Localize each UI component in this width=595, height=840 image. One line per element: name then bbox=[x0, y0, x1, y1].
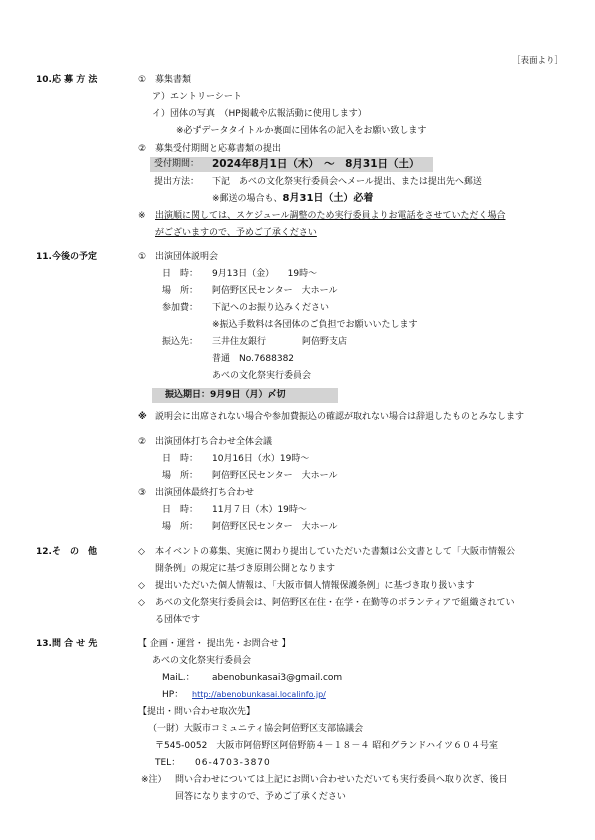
s11-item2-date-label: 日 時： bbox=[162, 454, 199, 464]
s13-note-line2: 回答になりますので、予めご了承ください bbox=[175, 792, 346, 802]
s10-item2-num: ② bbox=[138, 144, 147, 154]
s13-box2-title: 【提出・問い合わせ取次先】 bbox=[138, 707, 256, 717]
s13-tel-value: 06-4703-3870 bbox=[195, 758, 271, 768]
s10-item1-num: ① bbox=[138, 75, 147, 85]
s11-fee-label: 参加費： bbox=[162, 303, 199, 313]
s11-deadline: 振込期日：9月9日（月）〆切 bbox=[165, 390, 286, 400]
s13-hp-label: HP： bbox=[162, 690, 184, 700]
s11-bank-label: 振込先： bbox=[162, 337, 199, 347]
method-value: 下記 あべの文化祭実行委員会へメール提出、または提出先へ郵送 bbox=[212, 177, 482, 187]
s10-warn-line1: 出演順に関しては、スケジュール調整のため実行委員よりお電話をさせていただく場合 bbox=[155, 211, 506, 221]
s12-mark-2: ◇ bbox=[138, 581, 145, 591]
mail-note-text: ※郵送の場合も、 bbox=[212, 194, 283, 204]
s13-hp-link[interactable]: http://abenobunkasai.localinfo.jp/ bbox=[192, 690, 326, 699]
s10-warn-line2: がございますので、予めご了承ください bbox=[155, 228, 317, 238]
s12-p1-line2: 開条例」の規定に基づき原則公開となります bbox=[155, 564, 336, 574]
s12-p1-line1: 本イベントの募集、実施に関わり提出していただいた書類は公文書として「大阪市情報公 bbox=[155, 547, 516, 557]
s11-item3-title: 出演団体最終打ち合わせ bbox=[155, 488, 255, 498]
s11-item2-date: 10月16日（水）19時～ bbox=[212, 454, 310, 464]
method-label: 提出方法： bbox=[154, 177, 200, 187]
s11-item2-place: 阿倍野区民センター 大ホール bbox=[212, 471, 338, 481]
mail-note-deadline: 8月31日（土）必着 bbox=[282, 193, 374, 204]
s11-item3-place-label: 場 所： bbox=[162, 522, 199, 532]
s10-item1-title: 募集書類 bbox=[155, 75, 192, 85]
s11-bank-branch: 阿倍野支店 bbox=[302, 337, 348, 347]
s10-item1-note: ※必ずデータタイトルか裏面に団体名の記入をお願い致します bbox=[176, 126, 427, 136]
s13-address: 〒545-0052 大阪市阿倍野区阿倍野筋４－１８－４ 昭和グランドハイツ６０４号室 bbox=[155, 741, 499, 751]
s13-note-line1: 問い合わせについては上記にお問い合わせいただいても実行委員へ取り次ぎ、後日 bbox=[175, 775, 508, 785]
s13-org2: （一財）大阪市コミュニティ協会阿倍野区支部協議会 bbox=[148, 724, 364, 734]
s10-item1-a: ア）エントリーシート bbox=[152, 92, 242, 102]
period-value: 2024年8月1日（木） ～ 8月31日（土） bbox=[212, 158, 420, 170]
s11-item3-num: ③ bbox=[138, 488, 147, 498]
s11-item2-title: 出演団体打ち合わせ全体会議 bbox=[155, 437, 273, 447]
s11-item2-num: ② bbox=[138, 437, 147, 447]
s10-warn-mark: ※ bbox=[138, 211, 146, 221]
mail-note bbox=[212, 193, 373, 205]
s12-p3-line1: あべの文化祭実行委員会は、阿倍野区在住・在学・在勤等のボランティアで組織されてい bbox=[155, 598, 515, 608]
s11-warn-mark: ※ bbox=[138, 412, 147, 422]
s11-account-holder: あべの文化祭実行委員会 bbox=[212, 371, 312, 381]
s11-account: 普通 No.7688382 bbox=[212, 354, 295, 364]
s11-item1-num: ① bbox=[138, 252, 147, 262]
section-11-heading: 11.今後の予定 bbox=[36, 252, 97, 262]
s10-item1-b: イ）団体の写真 （HP掲載や広報活動に使用します） bbox=[152, 109, 367, 119]
s12-p2: 提出いただいた個人情報は、「大阪市個人情報保護条例」に基づき取り扱います bbox=[155, 581, 475, 591]
s11-date-value: 9月13日（金） 19時～ bbox=[212, 269, 318, 279]
s10-item2-title: 募集受付期間と応募書類の提出 bbox=[155, 144, 282, 154]
section-13-heading: 13.問 合 せ 先 bbox=[36, 639, 98, 649]
s11-fee-value: 下記へのお振り込みください bbox=[212, 303, 330, 313]
s12-p3-line2: る団体です bbox=[155, 615, 201, 625]
s11-bank-name: 三井住友銀行 bbox=[212, 337, 267, 347]
s13-mail-label: MaiL.： bbox=[162, 673, 195, 683]
s11-item1-title: 出演団体説明会 bbox=[155, 252, 219, 262]
section-10-heading: 10.応 募 方 法 bbox=[36, 75, 98, 85]
s12-mark-1: ◇ bbox=[138, 547, 145, 557]
s11-item2-place-label: 場 所： bbox=[162, 471, 199, 481]
s13-mail-value: abenobunkasai3@gmail.com bbox=[212, 673, 343, 683]
s13-note-mark: ※注） bbox=[141, 775, 167, 785]
s11-fee-note: ※振込手数料は各団体のご負担でお願いいたします bbox=[212, 320, 418, 330]
s11-place-value: 阿倍野区民センター 大ホール bbox=[212, 286, 338, 296]
s11-item3-date-label: 日 時： bbox=[162, 505, 199, 515]
s11-item3-date: 11月７日（木）19時～ bbox=[212, 505, 307, 515]
s13-org: あべの文化祭実行委員会 bbox=[152, 656, 252, 666]
section-12-heading: 12.そ の 他 bbox=[36, 547, 97, 557]
s11-date-label: 日 時： bbox=[162, 269, 199, 279]
s11-place-label: 場 所： bbox=[162, 286, 199, 296]
s11-item3-place: 阿倍野区民センター 大ホール bbox=[212, 522, 338, 532]
s11-warn-text: 説明会に出席されない場合や参加費振込の確認が取れない場合は辞退したものとみなします bbox=[155, 412, 525, 422]
s12-mark-3: ◇ bbox=[138, 598, 145, 608]
s13-tel-label: TEL： bbox=[155, 758, 181, 768]
s13-box1-title: 【 企画・運営・ 提出先・お問合せ 】 bbox=[138, 639, 291, 649]
page-note: ［表面より］ bbox=[512, 56, 564, 66]
period-label: 受付期間： bbox=[154, 159, 200, 169]
